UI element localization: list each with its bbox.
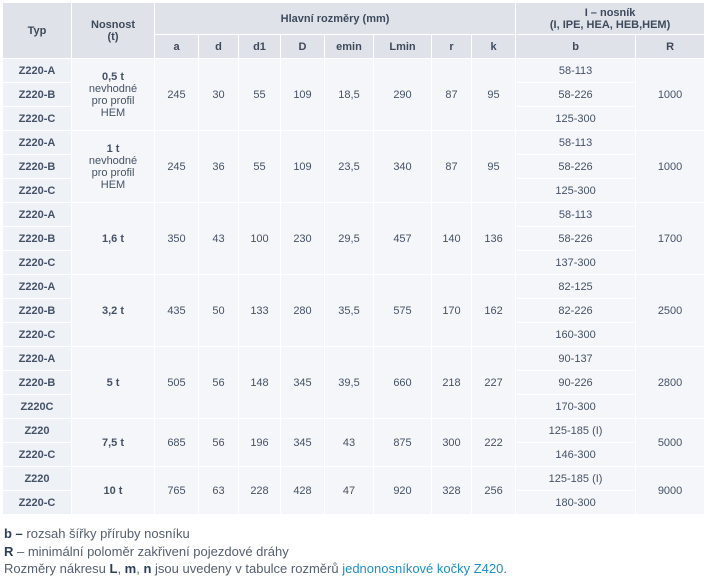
cell-b: 125-185 (I) <box>516 419 636 443</box>
legend-dimensions: Rozměry nákresu L, m, n jsou uvedeny v tabulce rozměrů jednonosníkové kočky Z420. <box>4 561 507 576</box>
cell-typ: Z220-C <box>3 251 72 275</box>
cell-d: 345 <box>281 419 325 467</box>
z420-link[interactable]: jednonosníkové kočky Z420 <box>342 561 504 576</box>
cell-k: 162 <box>472 275 516 347</box>
cell-typ: Z220-B <box>3 227 72 251</box>
cell-d1: 55 <box>239 59 281 131</box>
cell-b: 125-185 (I) <box>516 467 636 491</box>
cell-k: 227 <box>472 347 516 419</box>
header-nosnost: Nosnost (t) <box>72 3 155 59</box>
col-header-r: r <box>432 35 472 59</box>
cell-k: 256 <box>472 467 516 515</box>
cell-b: 160-300 <box>516 323 636 347</box>
cell-lmin: 340 <box>374 131 432 203</box>
cell-typ: Z220-C <box>3 491 72 515</box>
cell-d: 36 <box>199 131 239 203</box>
legend-R: R – minimální poloměr zakřivení pojezdové dráhy <box>4 543 289 559</box>
cell-typ: Z220-B <box>3 371 72 395</box>
cell-b: 137-300 <box>516 251 636 275</box>
cell-d: 230 <box>281 203 325 275</box>
cell-r: 218 <box>432 347 472 419</box>
cell-nosnost <box>72 131 155 203</box>
cell-lmin: 875 <box>374 419 432 467</box>
cell-b: 58-113 <box>516 203 636 227</box>
nosnost-value: 0,5 t <box>101 70 124 83</box>
cell-r: 170 <box>432 275 472 347</box>
cell-d: 63 <box>199 467 239 515</box>
cell-r-radius: 9000 <box>636 467 705 515</box>
cell-emin: 47 <box>325 467 374 515</box>
cell-emin: 43 <box>325 419 374 467</box>
col-header-b: b <box>516 35 636 59</box>
cell-b: 180-300 <box>516 491 636 515</box>
cell-d: 56 <box>199 419 239 467</box>
cell-k: 95 <box>472 131 516 203</box>
cell-k: 222 <box>472 419 516 467</box>
cell-lmin: 660 <box>374 347 432 419</box>
cell-a: 505 <box>155 347 199 419</box>
cell-d: 280 <box>281 275 325 347</box>
cell-d1: 55 <box>239 131 281 203</box>
cell-b: 125-300 <box>516 179 636 203</box>
cell-nosnost <box>72 59 155 131</box>
cell-r-radius: 2500 <box>636 275 705 347</box>
cell-b: 58-226 <box>516 155 636 179</box>
col-header-d1: d1 <box>239 35 281 59</box>
cell-emin: 18,5 <box>325 59 374 131</box>
nosnost-note: nevhodné pro profil HEM <box>88 154 138 191</box>
nosnost-value: 7,5 t <box>101 436 124 449</box>
table-row <box>3 467 705 491</box>
cell-typ: Z220C <box>3 395 72 419</box>
cell-b: 146-300 <box>516 443 636 467</box>
legend-b: b – rozsah šířky příruby nosníku <box>4 526 190 541</box>
cell-d: 345 <box>281 347 325 419</box>
cell-d1: 133 <box>239 275 281 347</box>
cell-nosnost <box>72 419 155 467</box>
col-header-a: a <box>155 35 199 59</box>
cell-emin: 39,5 <box>325 347 374 419</box>
cell-typ: Z220-B <box>3 155 72 179</box>
nosnost-value: 1,6 t <box>101 232 124 245</box>
nosnost-value: 1 t <box>106 142 120 155</box>
cell-b: 90-226 <box>516 371 636 395</box>
header-typ: Typ <box>3 3 72 59</box>
cell-a: 350 <box>155 203 199 275</box>
col-header-r: R <box>636 35 705 59</box>
cell-lmin: 920 <box>374 467 432 515</box>
cell-r-radius: 1000 <box>636 131 705 203</box>
table-row <box>3 275 705 299</box>
cell-lmin: 575 <box>374 275 432 347</box>
cell-r: 87 <box>432 59 472 131</box>
cell-a: 435 <box>155 275 199 347</box>
cell-r-radius: 1700 <box>636 203 705 275</box>
cell-a: 765 <box>155 467 199 515</box>
cell-r: 300 <box>432 419 472 467</box>
cell-nosnost <box>72 467 155 515</box>
cell-b: 58-226 <box>516 227 636 251</box>
cell-b: 58-113 <box>516 59 636 83</box>
col-header-lmin: Lmin <box>374 35 432 59</box>
header-nosnik: I – nosník (I, IPE, HEA, HEB,HEM) <box>516 3 705 35</box>
cell-b: 170-300 <box>516 395 636 419</box>
cell-lmin: 290 <box>374 59 432 131</box>
col-header-k: k <box>472 35 516 59</box>
cell-typ: Z220-C <box>3 107 72 131</box>
cell-emin: 23,5 <box>325 131 374 203</box>
cell-a: 245 <box>155 59 199 131</box>
col-header-d: D <box>281 35 325 59</box>
cell-d1: 148 <box>239 347 281 419</box>
cell-typ: Z220 <box>3 419 72 443</box>
cell-b: 58-113 <box>516 131 636 155</box>
nosnost-note: nevhodné pro profil HEM <box>88 82 138 119</box>
cell-typ: Z220-A <box>3 275 72 299</box>
cell-nosnost <box>72 203 155 275</box>
cell-d1: 228 <box>239 467 281 515</box>
cell-typ: Z220-C <box>3 323 72 347</box>
table-row <box>3 419 705 443</box>
nosnost-value: 5 t <box>106 376 120 389</box>
cell-b: 125-300 <box>516 107 636 131</box>
cell-d: 43 <box>199 203 239 275</box>
cell-d: 109 <box>281 59 325 131</box>
cell-emin: 29,5 <box>325 203 374 275</box>
cell-k: 95 <box>472 59 516 131</box>
cell-d: 109 <box>281 131 325 203</box>
cell-b: 82-125 <box>516 275 636 299</box>
cell-d: 50 <box>199 275 239 347</box>
cell-d: 428 <box>281 467 325 515</box>
cell-typ: Z220-B <box>3 83 72 107</box>
cell-r: 140 <box>432 203 472 275</box>
cell-typ: Z220-A <box>3 203 72 227</box>
cell-a: 685 <box>155 419 199 467</box>
table-row <box>3 347 705 371</box>
cell-r: 87 <box>432 131 472 203</box>
cell-b: 82-226 <box>516 299 636 323</box>
dimensions-table <box>2 2 705 515</box>
nosnost-value: 10 t <box>103 484 123 497</box>
cell-a: 245 <box>155 131 199 203</box>
header-hlavni-rozmery: Hlavní rozměry (mm) <box>155 3 516 35</box>
cell-d: 30 <box>199 59 239 131</box>
cell-lmin: 457 <box>374 203 432 275</box>
table-row <box>3 59 705 83</box>
cell-d1: 196 <box>239 419 281 467</box>
col-header-d: d <box>199 35 239 59</box>
cell-b: 58-226 <box>516 83 636 107</box>
nosnost-value: 3,2 t <box>101 304 124 317</box>
cell-typ: Z220-C <box>3 179 72 203</box>
cell-typ: Z220-A <box>3 59 72 83</box>
cell-nosnost <box>72 347 155 419</box>
cell-r-radius: 5000 <box>636 419 705 467</box>
cell-nosnost <box>72 275 155 347</box>
cell-typ: Z220-A <box>3 347 72 371</box>
cell-r-radius: 1000 <box>636 59 705 131</box>
cell-d: 56 <box>199 347 239 419</box>
cell-r: 328 <box>432 467 472 515</box>
cell-typ: Z220 <box>3 467 72 491</box>
table-row <box>3 203 705 227</box>
cell-emin: 35,5 <box>325 275 374 347</box>
legend <box>4 525 507 578</box>
cell-typ: Z220-A <box>3 131 72 155</box>
table-row <box>3 131 705 155</box>
col-header-emin: emin <box>325 35 374 59</box>
cell-typ: Z220-C <box>3 443 72 467</box>
cell-d1: 100 <box>239 203 281 275</box>
cell-r-radius: 2800 <box>636 347 705 419</box>
cell-b: 90-137 <box>516 347 636 371</box>
cell-k: 136 <box>472 203 516 275</box>
cell-typ: Z220-B <box>3 299 72 323</box>
